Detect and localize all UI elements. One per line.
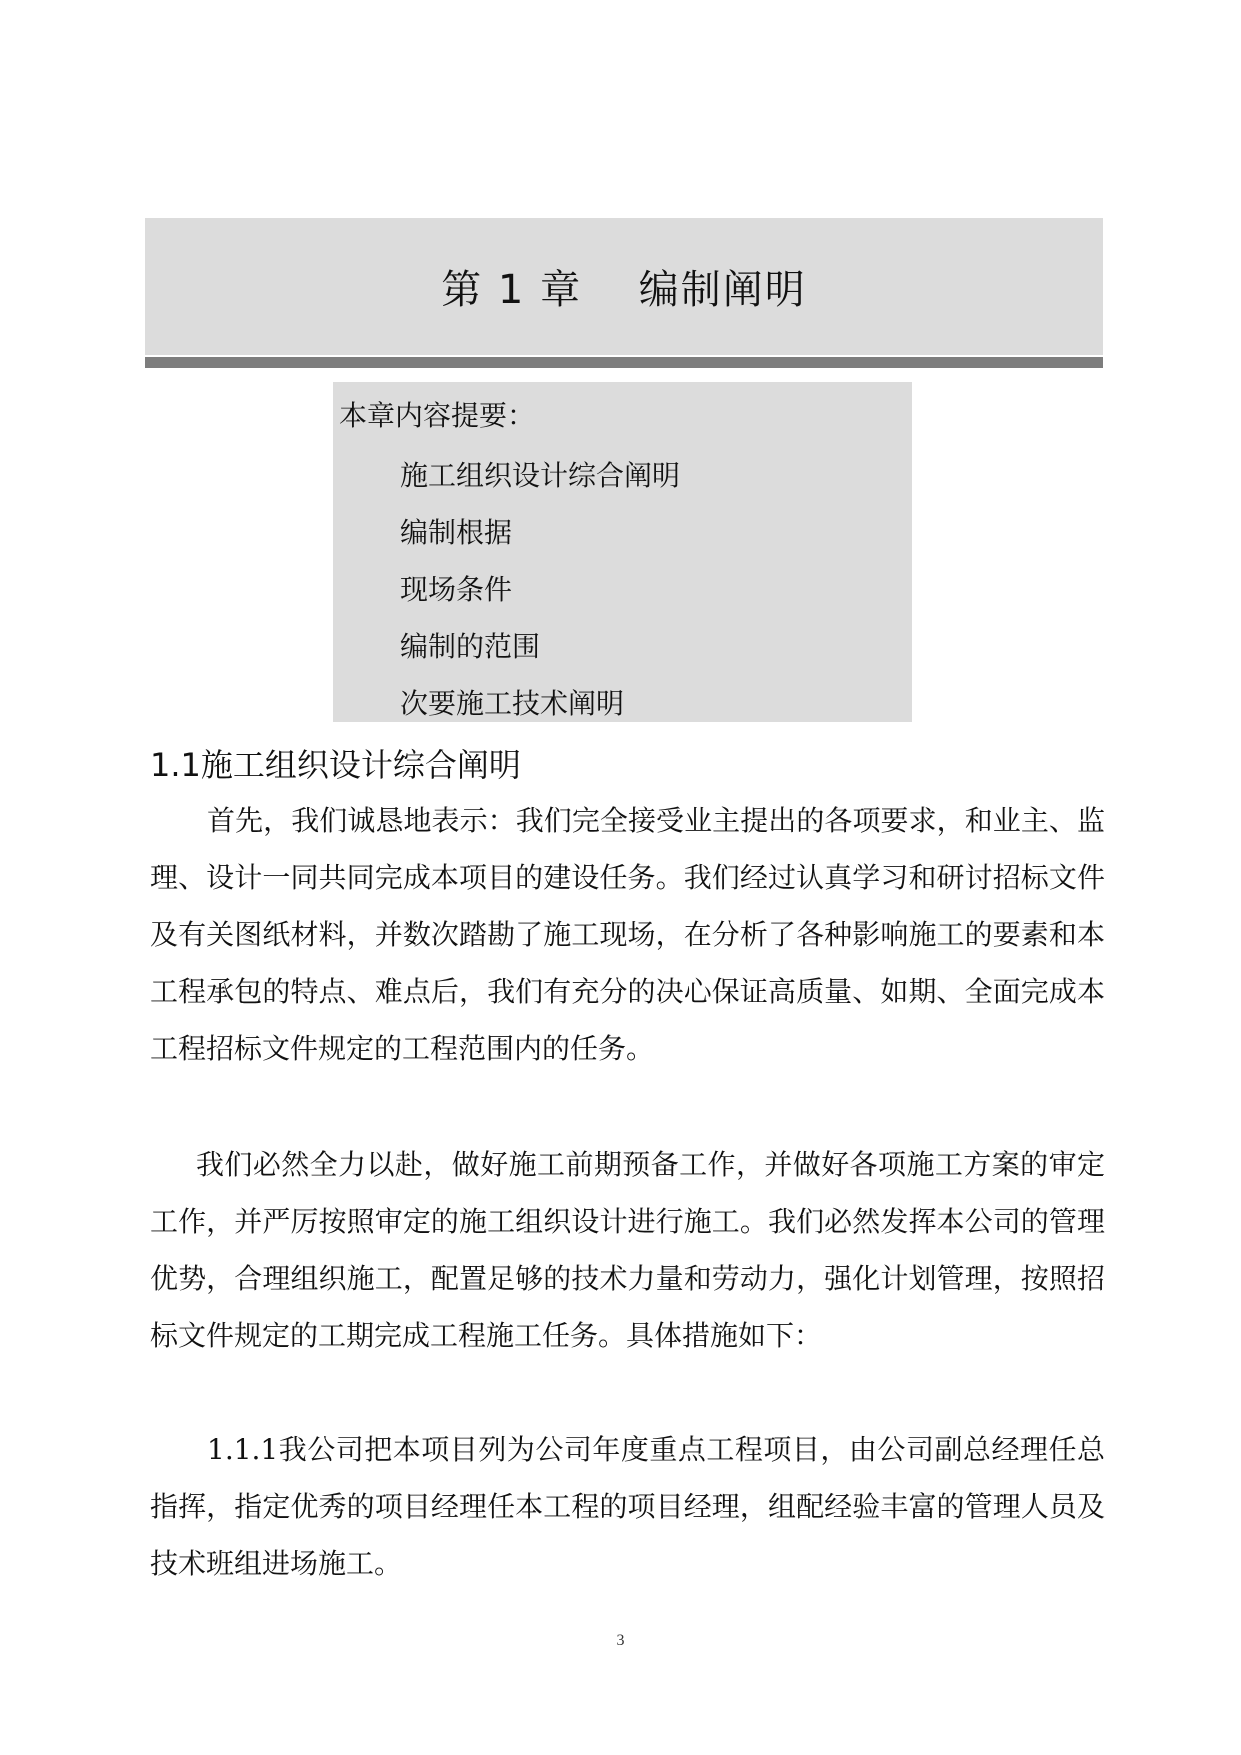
chapter-title: 第 1 章 编制阐明 xyxy=(441,267,807,313)
body-paragraph: 1.1.1我公司把本项目列为公司年度重点工程项目，由公司副总经理任总指挥，指定优秀的项目经理任本工程的项目经理，组配经验丰富的管理人员及技术班组进场施工。 xyxy=(150,1433,1105,1580)
summary-item: 现场条件 xyxy=(400,573,513,606)
page-number: 3 xyxy=(616,1632,625,1649)
summary-item: 编制根据 xyxy=(400,516,513,549)
chapter-header xyxy=(145,218,1103,355)
body-paragraph: 首先，我们诚恳地表示：我们完全接受业主提出的各项要求，和业主、监理、设计一同共同完成本项目的建设任务。我们经过认真学习和研讨招标文件及有关图纸材料，并数次踏勘了施工现场，在分析了各种影响施工的要素和本工程承包的特点、难点后，我们有充分的决心保证高质量、如期、全面完成本工程招标文件规定的工程范围内的任务。 xyxy=(150,804,1105,1065)
chapter-divider xyxy=(145,357,1103,368)
summary-item: 次要施工技术阐明 xyxy=(400,687,625,720)
summary-item: 编制的范围 xyxy=(400,630,541,663)
summary-item: 施工组织设计综合阐明 xyxy=(400,459,681,492)
summary-heading: 本章内容提要： xyxy=(339,399,536,432)
body-paragraph: 我们必然全力以赴，做好施工前期预备工作，并做好各项施工方案的审定工作，并严厉按照审定的施工组织设计进行施工。我们必然发挥本公司的管理优势，合理组织施工，配置足够的技术力量和劳动力，强化计划管理，按照招标文件规定的工期完成工程施工任务。具体措施如下： xyxy=(150,1148,1105,1352)
chapter-summary-box xyxy=(333,382,912,722)
summary-list xyxy=(400,447,680,732)
section-heading: 1.1施工组织设计综合阐明 xyxy=(150,746,521,784)
